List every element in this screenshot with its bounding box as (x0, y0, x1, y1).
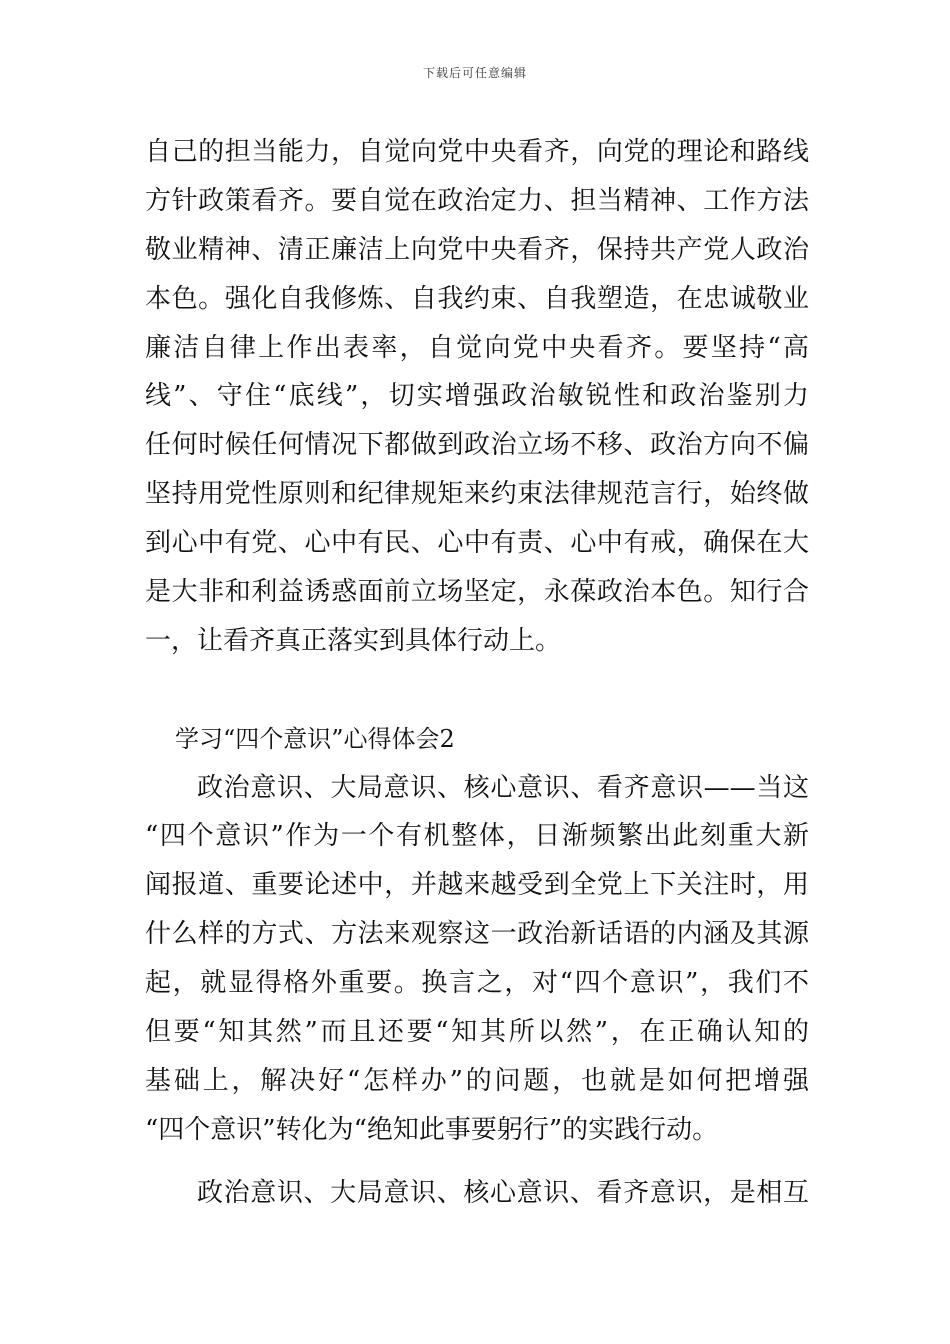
text-line: 本色。强化自我修炼、自我约束、自我塑造，在忠诚敬业 (145, 283, 809, 314)
text-line: 到心中有党、心中有民、心中有责、心中有戒，确保在大 (145, 528, 809, 559)
section-spacer (145, 666, 809, 715)
paragraph-gap (145, 1155, 809, 1169)
text-line: 廉洁自律上作出表率，自觉向党中央看齐。要坚持“高 (145, 332, 809, 363)
section-2-paragraph-1 (145, 764, 809, 1155)
section-1-paragraph (145, 128, 809, 666)
text-line: 起，就显得格外重要。换言之，对“四个意识”，我们不 (145, 968, 809, 999)
text-line: 任何时候任何情况下都做到政治立场不移、政治方向不偏 (145, 430, 809, 461)
text-line: 是大非和利益诱惑面前立场坚定，永葆政治本色。知行合 (145, 577, 809, 608)
text-line: 一，让看齐真正落实到具体行动上。 (145, 625, 562, 656)
text-line: 闻报道、重要论述中，并越来越受到全党上下关注时，用 (145, 870, 809, 901)
text-line: 方针政策看齐。要自觉在政治定力、担当精神、工作方法 (145, 185, 809, 216)
text-line: 政治意识、大局意识、核心意识、看齐意识——当这 (197, 772, 809, 803)
section-2-paragraph-2 (145, 1169, 809, 1218)
text-line: 但要“知其然”而且还要“知其所以然”，在正确认知的 (145, 1017, 809, 1048)
text-line: 坚持用党性原则和纪律规矩来约束法律规范言行，始终做 (145, 479, 809, 510)
text-line: 政治意识、大局意识、核心意识、看齐意识，是相互 (197, 1177, 809, 1208)
text-line: 线”、守住“底线”，切实增强政治敏锐性和政治鉴别力 (145, 381, 809, 412)
section-2-heading: 学习“四个意识”心得体会2 (175, 724, 455, 753)
text-line: 自己的担当能力，自觉向党中央看齐，向党的理论和路线 (145, 137, 809, 167)
text-line: “四个意识”转化为“绝知此事要躬行”的实践行动。 (145, 1114, 719, 1145)
text-line: 基础上，解决好“怎样办”的问题，也就是如何把增强 (145, 1065, 809, 1096)
text-line: “四个意识”作为一个有机整体，日渐频繁出此刻重大新 (145, 821, 809, 852)
text-line: 什么样的方式、方法来观察这一政治新话语的内涵及其源 (145, 919, 809, 950)
text-line: 敬业精神、清正廉洁上向党中央看齐，保持共产党人政治 (145, 234, 809, 265)
document-body (145, 128, 809, 1218)
page-header: 下载后可任意编辑 (422, 66, 527, 80)
